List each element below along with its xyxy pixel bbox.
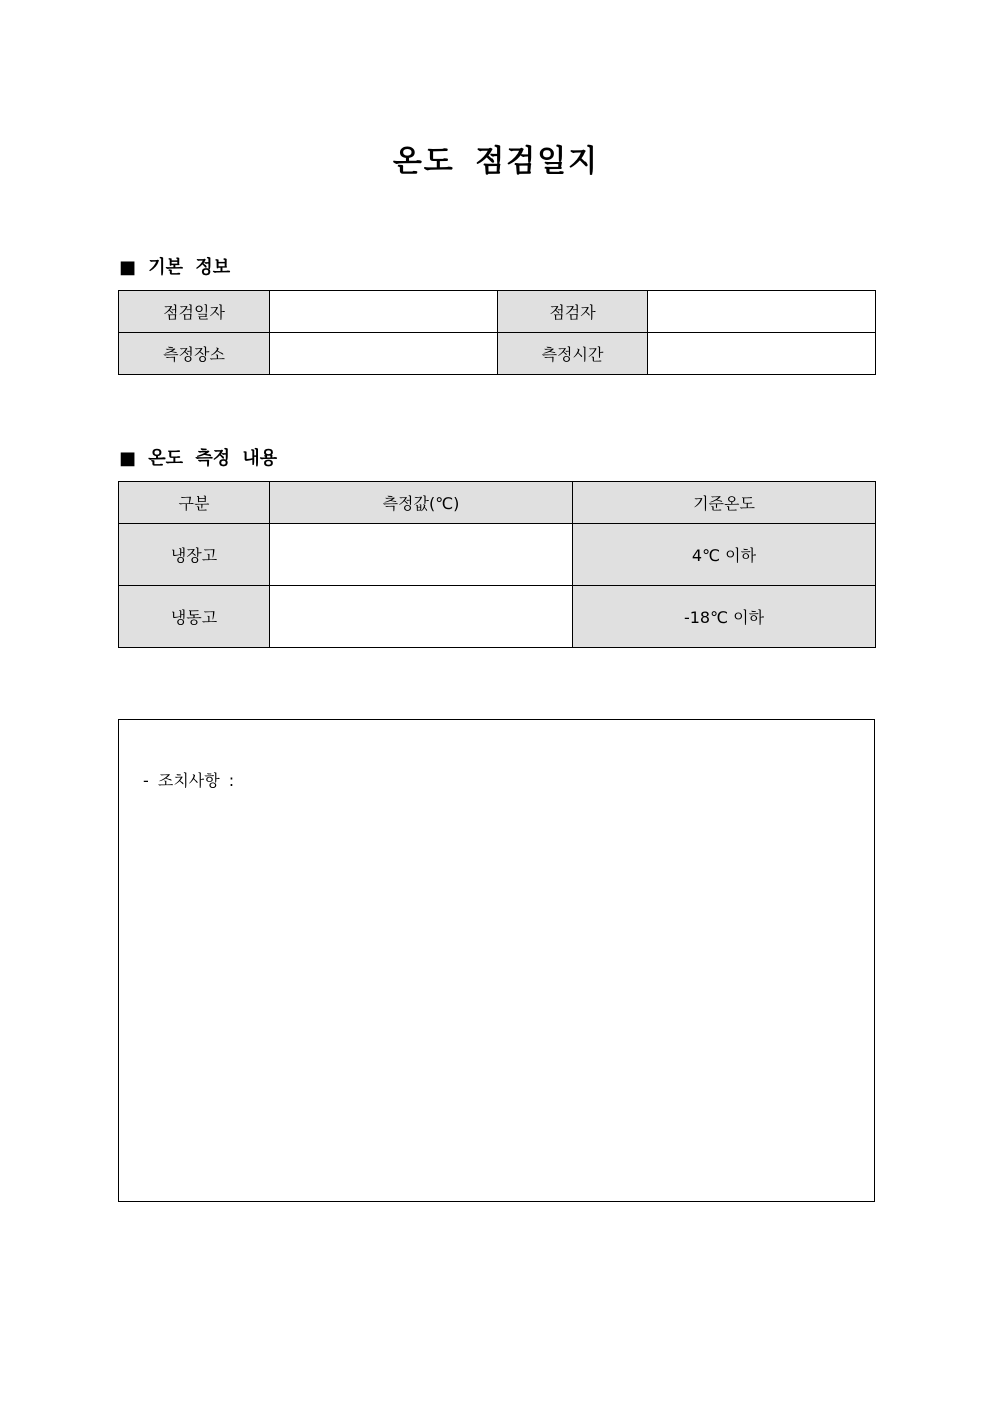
time-field[interactable] [648, 333, 876, 375]
row-standard: -18℃ 이하 [573, 586, 876, 648]
action-notes-label: - 조치사항 : [143, 771, 235, 790]
action-notes-box[interactable] [118, 719, 875, 1202]
measured-value-field[interactable] [270, 586, 573, 648]
measured-value-field[interactable] [270, 524, 573, 586]
section-basic-info-heading: ■ 기본 정보 [119, 257, 231, 278]
inspector-field[interactable] [648, 291, 876, 333]
temperature-table [118, 481, 876, 648]
page-title: 온도 점검일지 [392, 144, 600, 179]
inspection-date-field[interactable] [270, 291, 498, 333]
row-category: 냉장고 [119, 524, 270, 586]
inspection-date-label: 점검일자 [119, 291, 270, 333]
header-category: 구분 [119, 482, 270, 524]
row-category: 냉동고 [119, 586, 270, 648]
row-standard: 4℃ 이하 [573, 524, 876, 586]
section-temperature-heading: ■ 온도 측정 내용 [119, 448, 278, 469]
time-label: 측정시간 [498, 333, 648, 375]
basic-info-table [118, 290, 876, 375]
table-row [119, 586, 876, 648]
header-standard: 기준온도 [573, 482, 876, 524]
location-label: 측정장소 [119, 333, 270, 375]
header-measured: 측정값(℃) [270, 482, 573, 524]
table-row [119, 524, 876, 586]
location-field[interactable] [270, 333, 498, 375]
inspector-label: 점검자 [498, 291, 648, 333]
